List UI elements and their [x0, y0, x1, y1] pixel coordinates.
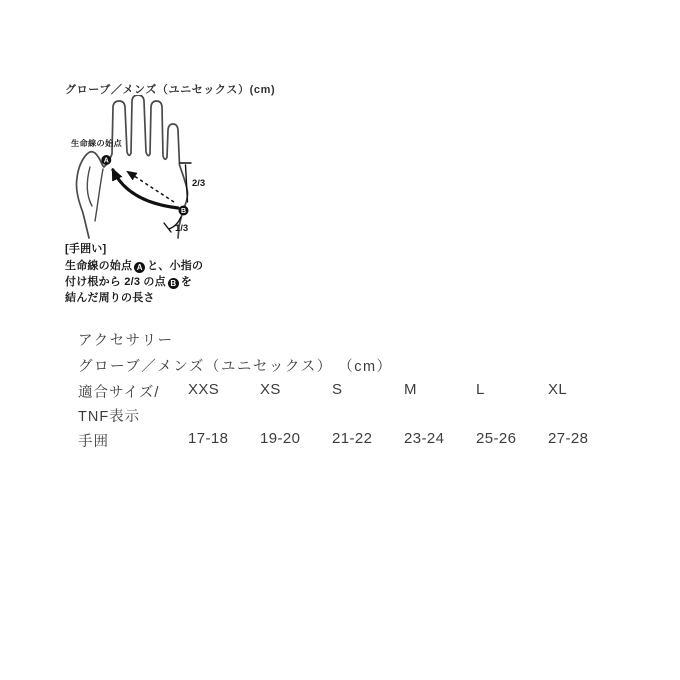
point-a-badge: A [134, 262, 145, 273]
point-a-label: A [103, 157, 109, 165]
hand-diagram [60, 95, 220, 243]
girth-value-xxs: 17-18 [188, 430, 229, 447]
one-third-label: 1/3 [175, 223, 189, 234]
girth-value-l: 25-26 [476, 430, 517, 447]
girth-value-m: 23-24 [404, 430, 445, 447]
size-header-row [78, 381, 620, 402]
caption-line1-text: 生命線の始点 [65, 260, 133, 272]
caption-line-2 [65, 274, 235, 290]
tnf-display-label: TNF表示 [78, 409, 141, 425]
fit-size-label: 適合サイズ/ [78, 385, 160, 401]
hand-girth-row [78, 430, 620, 451]
measure-arc [113, 170, 178, 208]
diagram-title: グローブ／メンズ（ユニセックス）(cm) [65, 84, 276, 96]
lifeline-start-label: 生命線の始点 [71, 139, 122, 148]
girth-value-s: 21-22 [332, 430, 373, 447]
size-col-l: L [476, 381, 485, 398]
size-col-xs: XS [260, 381, 281, 398]
size-col-xl: XL [548, 381, 568, 398]
hand-outline-drawing [76, 95, 187, 238]
caption-line2-text: 付け根から 2/3 の点 [65, 276, 166, 288]
category-label: アクセサリー [78, 333, 174, 349]
hand-measure-caption [65, 241, 235, 306]
size-col-xxs: XXS [188, 381, 220, 398]
caption-line2-text-after: を [180, 276, 193, 288]
measure-dashed-arrow [128, 172, 174, 202]
caption-line-1 [65, 258, 235, 274]
hand-girth-label: 手囲 [78, 434, 109, 450]
tnf-label-row [78, 405, 620, 426]
two-thirds-label: 2/3 [192, 178, 206, 189]
size-col-s: S [332, 381, 343, 398]
size-col-m: M [404, 381, 417, 398]
caption-line1-text-after: と、小指の [147, 260, 204, 272]
caption-line-3: 結んだ周りの長さ [65, 292, 155, 304]
table-subtitle: グローブ／メンズ（ユニセックス） （cm） [78, 359, 393, 375]
point-b-label: B [180, 208, 187, 216]
point-b-badge: B [168, 278, 179, 289]
caption-heading: [手囲い] [65, 243, 107, 255]
girth-value-xl: 27-28 [548, 430, 589, 447]
girth-value-xs: 19-20 [260, 430, 301, 447]
